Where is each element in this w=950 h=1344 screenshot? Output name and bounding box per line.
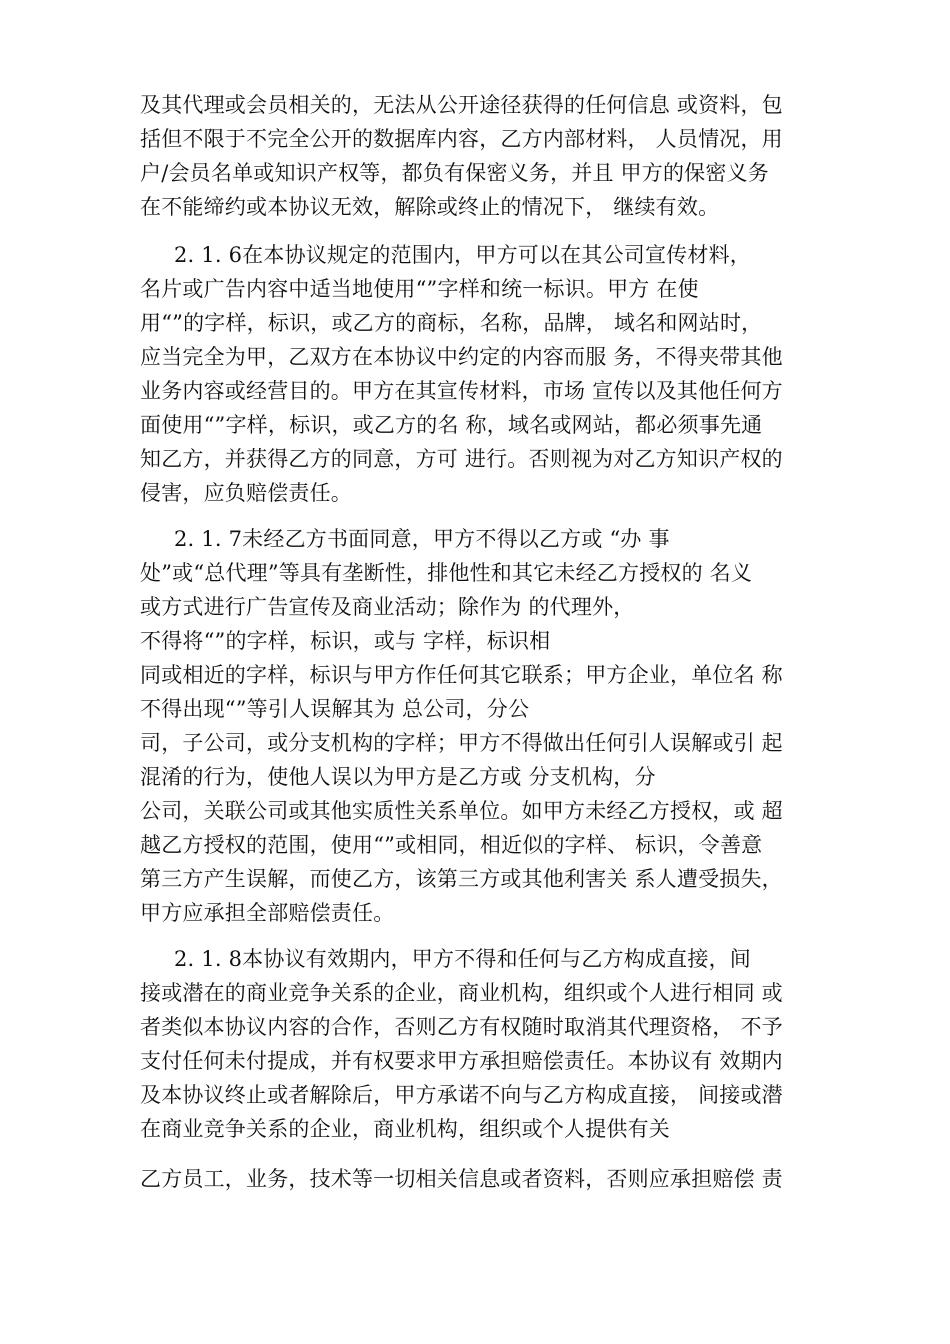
text-line: 在商业竞争关系的企业，商业机构，组织或个人提供有关 <box>140 1117 670 1141</box>
text-line: 混淆的行为，使他人误以为甲方是乙方或 分支机构，分 <box>140 765 656 789</box>
text-line: 2. 1. 6在本协议规定的范围内，甲方可以在其公司宣传材料， <box>174 243 751 267</box>
text-line: 在不能缔约或本协议无效，解除或终止的情况下， 继续有效。 <box>140 195 720 219</box>
text-line: 2. 1. 8本协议有效期内，甲方不得和任何与乙方构成直接，间 <box>174 947 751 971</box>
text-line: 不得出现“”等引人误解其为 总公司，分公 <box>140 697 530 721</box>
text-line: 知乙方，并获得乙方的同意，方可 进行。否则视为对乙方知识产权的 <box>140 447 783 471</box>
text-line: 及本协议终止或者解除后，甲方承诺不向与乙方构成直接， 间接或潜 <box>140 1083 783 1107</box>
text-line: 同或相近的字样，标识与甲方作任何其它联系；甲方企业，单位名 称 <box>140 663 783 687</box>
text-line: 或方式进行广告宣传及商业活动；除作为 的代理外， <box>140 595 635 619</box>
text-line: 者类似本协议内容的合作，否则乙方有权随时取消其代理资格， 不予 <box>140 1015 783 1039</box>
text-line: 接或潜在的商业竞争关系的企业，商业机构，组织或个人进行相同 或 <box>140 981 783 1005</box>
text-line: 面使用“”字样，标识，或乙方的名 称，域名或网站，都必须事先通 <box>140 413 763 437</box>
text-line: 业务内容或经营目的。甲方在其宣传材料，市场 宣传以及其他任何方 <box>140 379 783 403</box>
text-line: 名片或广告内容中适当地使用“”字样和统一标识。甲方 在使 <box>140 277 699 301</box>
text-line: 处”或“总代理”等具有垄断性，排他性和其它未经乙方授权的 名义 <box>140 561 753 585</box>
text-line: 户/会员名单或知识产权等，都负有保密义务，并且 甲方的保密义务 <box>140 161 769 185</box>
text-line: 括但不限于不完全公开的数据库内容，乙方内部材料， 人员情况，用 <box>140 127 783 151</box>
text-line: 不得将“”的字样，标识，或与 字样，标识相 <box>140 629 551 653</box>
text-line: 用“”的字样，标识，或乙方的商标，名称，品牌， 域名和网站时， <box>140 311 763 335</box>
text-line: 支付任何未付提成，并有权要求甲方承担赔偿责任。本协议有 效期内 <box>140 1049 783 1073</box>
text-line: 乙方员工，业务，技术等一切相关信息或者资料，否则应承担赔偿 责 <box>140 1167 783 1191</box>
text-line: 应当完全为甲，乙双方在本协议中约定的内容而服 务，不得夹带其他 <box>140 345 783 369</box>
text-line: 甲方应承担全部赔偿责任。 <box>140 901 395 925</box>
text-line: 越乙方授权的范围，使用“”或相同，相近似的字样、 标识，令善意 <box>140 833 763 857</box>
text-line: 及其代理或会员相关的，无法从公开途径获得的任何信息 或资料，包 <box>140 93 783 117</box>
text-line: 2. 1. 7未经乙方书面同意，甲方不得以乙方或 “办 事 <box>174 527 670 551</box>
text-line: 司，子公司，或分支机构的字样；甲方不得做出任何引人误解或引 起 <box>140 731 783 755</box>
text-line: 侵害，应负赔偿责任。 <box>140 481 352 505</box>
text-line: 公司，关联公司或其他实质性关系单位。如甲方未经乙方授权，或 超 <box>140 799 783 823</box>
text-line: 第三方产生误解，而使乙方，该第三方或其他利害关 系人遭受损失， <box>140 867 783 891</box>
